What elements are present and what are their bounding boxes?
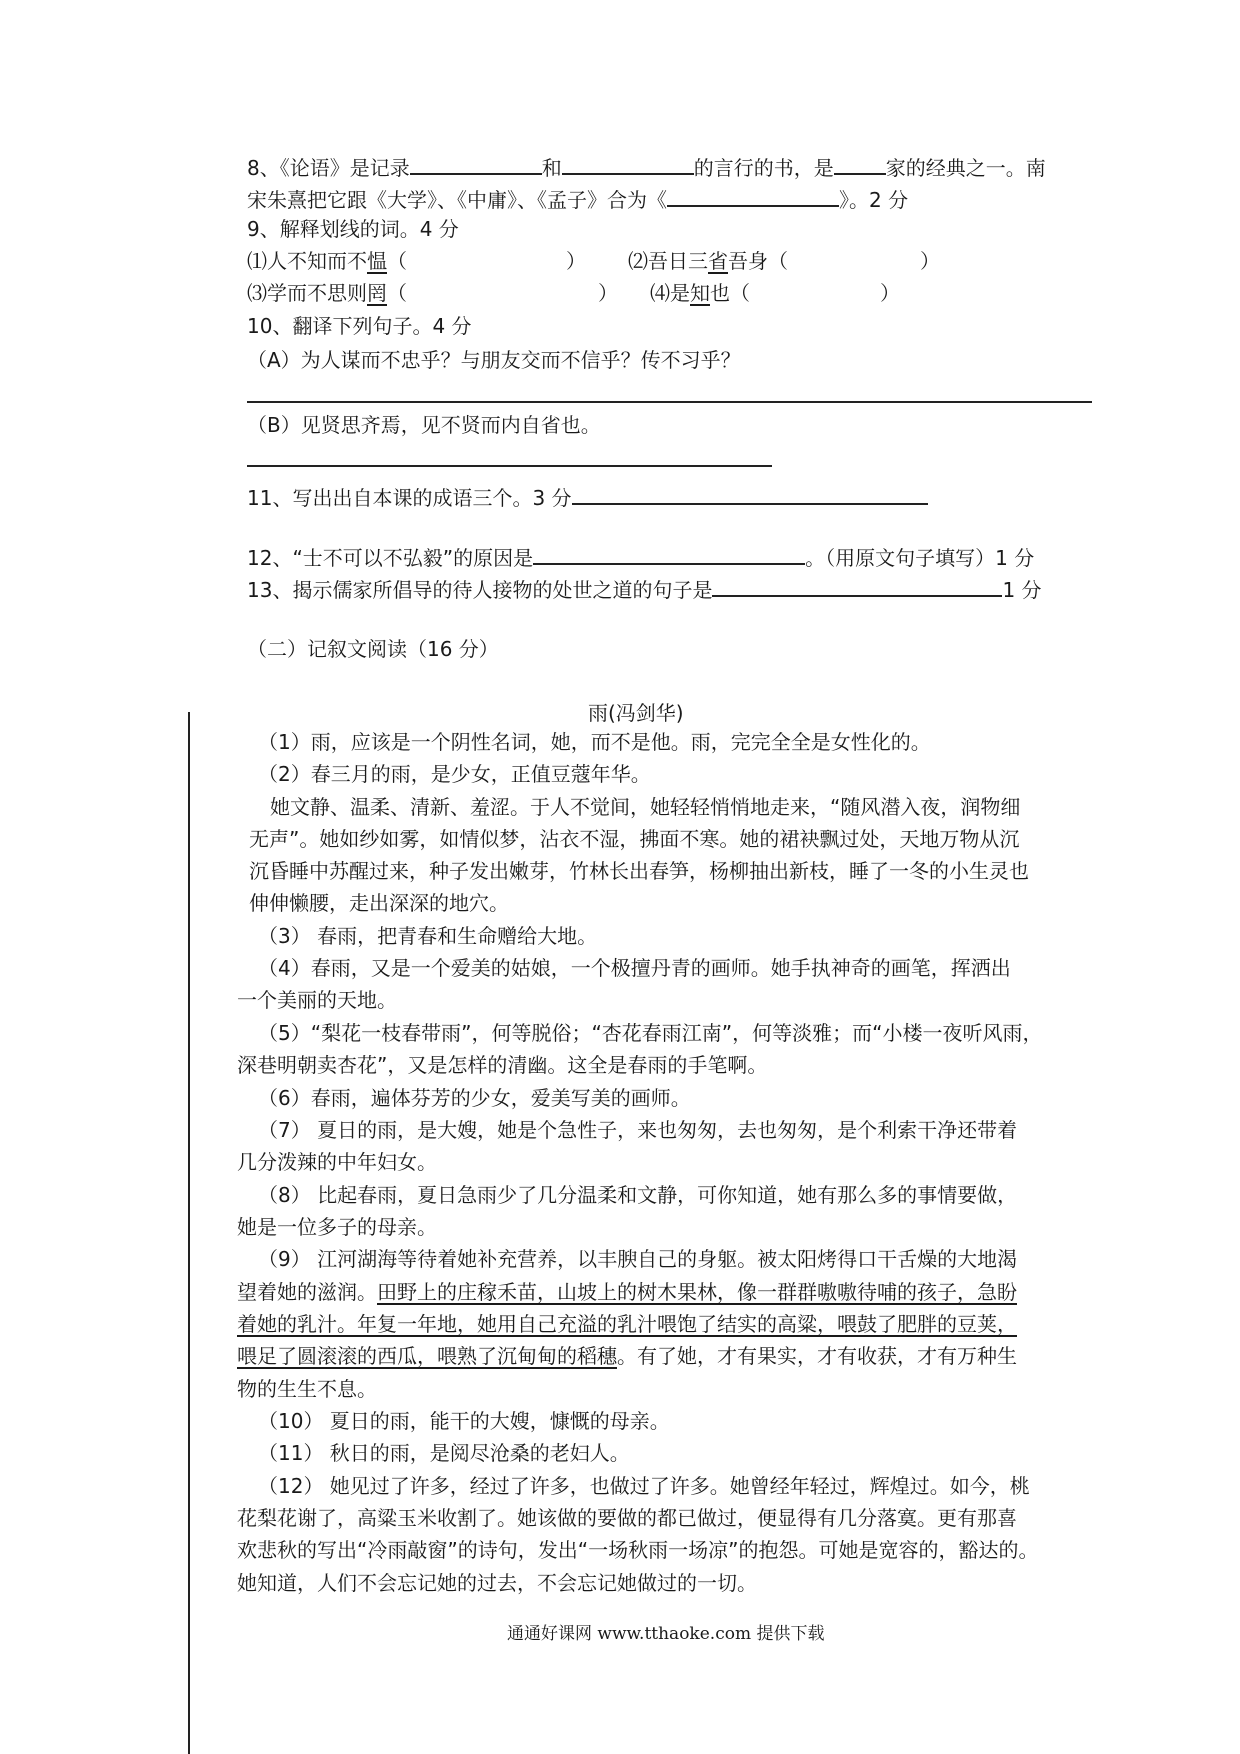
article-line: 她文静、温柔、清新、羞涩。于人不觉间，她轻轻悄悄地走来，“随风潜入夜，润物细 bbox=[270, 795, 1021, 819]
question-9-item-3: ⑶学而不思则罔（ bbox=[247, 281, 407, 305]
article-line: （7） 夏日的雨，是大嫂，她是个急性子，来也匆匆，去也匆匆，是个利索干净还带着 bbox=[258, 1118, 1018, 1142]
underlined-word: 省 bbox=[708, 249, 728, 273]
article-line: （12） 她见过了许多，经过了许多，也做过了许多。她曾经年轻过，辉煌过。如今，桃 bbox=[258, 1474, 1030, 1498]
article-line bbox=[237, 1310, 1017, 1338]
article-line: 欢悲秋的写出“冷雨敲窗”的诗句，发出“一场秋雨一场凉”的抱怨。可她是宽容的，豁达的。 bbox=[237, 1538, 1039, 1562]
article-line: （4）春雨，又是一个爱美的姑娘，一个极擅丹青的画师。她手执神奇的画笔，挥洒出 bbox=[258, 956, 1011, 980]
article-line: 她知道，人们不会忘记她的过去，不会忘记她做过的一切。 bbox=[237, 1571, 757, 1595]
answer-blank[interactable] bbox=[667, 183, 839, 207]
underlined-passage: 田野上的庄稼禾苗，山坡上的树木果林，像一群群嗷嗷待哺的孩子，急盼 bbox=[377, 1280, 1017, 1304]
article-line: 物的生生不息。 bbox=[237, 1377, 377, 1401]
question-9-item-4: ⑷是知也（ bbox=[650, 281, 750, 305]
article-title: 雨(冯剑华) bbox=[588, 701, 684, 725]
article-line: 望着她的滋润。田野上的庄稼禾苗，山坡上的树木果林，像一群群嗷嗷待哺的孩子，急盼 bbox=[237, 1280, 1017, 1304]
question-9-item-2-close: ） bbox=[920, 249, 940, 273]
article-line: 喂足了圆滚滚的西瓜，喂熟了沉甸甸的稻穗。有了她，才有果实，才有收获，才有万种生 bbox=[237, 1344, 1017, 1368]
question-9-item-3-close: ） bbox=[598, 281, 618, 305]
question-9-item-1-close: ） bbox=[566, 249, 586, 273]
question-11: 11、写出出自本课的成语三个。3 分 bbox=[247, 481, 928, 512]
question-9-item-2: ⑵吾日三省吾身（ bbox=[628, 249, 788, 273]
article-line: （1）雨，应该是一个阴性名词，她，而不是他。雨，完完全全是女性化的。 bbox=[258, 730, 931, 754]
question-13: 13、揭示儒家所倡导的待人接物的处世之道的句子是 1 分 bbox=[247, 573, 1042, 604]
question-12: 12、“士不可以不弘毅”的原因是 。（用原文句子填写）1 分 bbox=[247, 541, 1034, 572]
question-10-title: 10、翻译下列句子。4 分 bbox=[247, 314, 472, 338]
answer-blank[interactable] bbox=[562, 151, 694, 175]
question-8-line2: 宋朱熹把它跟《大学》、《中庸》、《孟子》合为《 》。2 分 bbox=[247, 183, 908, 214]
underlined-word: 愠 bbox=[367, 249, 387, 273]
article-line: （9） 江河湖海等待着她补充营养，以丰腴自己的身躯。被太阳烤得口干舌燥的大地渴 bbox=[258, 1247, 1018, 1271]
article-line: 她是一位多子的母亲。 bbox=[237, 1215, 437, 1239]
article-line: 花梨花谢了，高粱玉米收割了。她该做的要做的都已做过，便显得有几分落寞。更有那喜 bbox=[237, 1506, 1017, 1530]
footer-credit: 通通好课网 www.tthaoke.com 提供下载 bbox=[507, 1624, 825, 1644]
section-heading: （二）记叙文阅读（16 分） bbox=[247, 637, 499, 661]
article-line: （10） 夏日的雨，能干的大嫂，慷慨的母亲。 bbox=[258, 1409, 670, 1433]
question-10-sentence-a: （A）为人谋而不忠乎？与朋友交而不信乎？传不习乎？ bbox=[247, 348, 741, 372]
answer-blank[interactable] bbox=[712, 573, 1002, 597]
article-line: 深巷明朝卖杏花”，又是怎样的清幽。这全是春雨的手笔啊。 bbox=[237, 1053, 768, 1077]
question-8-line1: 8、《论语》是记录 和 的言行的书，是 家的经典之一。南 bbox=[247, 151, 1046, 182]
underlined-passage: 喂足了圆滚滚的西瓜，喂熟了沉甸甸的稻穗 bbox=[237, 1344, 617, 1368]
underlined-word: 知 bbox=[690, 281, 710, 305]
margin-line bbox=[188, 712, 190, 1754]
question-9-item-4-close: ） bbox=[880, 281, 900, 305]
answer-blank[interactable] bbox=[533, 541, 805, 565]
underlined-passage: 着她的乳汁。年复一年地，她用自己充溢的乳汁喂饱了结实的高粱，喂鼓了肥胖的豆荚， bbox=[237, 1312, 1017, 1336]
answer-line[interactable] bbox=[247, 401, 1092, 403]
answer-blank[interactable] bbox=[834, 151, 886, 175]
article-line: （6）春雨，遍体芬芳的少女，爱美写美的画师。 bbox=[258, 1086, 691, 1110]
question-10-sentence-b: （B）见贤思齐焉，见不贤而内自省也。 bbox=[247, 413, 601, 437]
article-line: （3） 春雨，把青春和生命赠给大地。 bbox=[258, 924, 598, 948]
article-line: 一个美丽的天地。 bbox=[237, 988, 397, 1012]
article-line: 伸伸懒腰，走出深深的地穴。 bbox=[249, 891, 509, 915]
answer-blank[interactable] bbox=[572, 481, 928, 505]
question-9-title: 9、解释划线的词。4 分 bbox=[247, 217, 459, 241]
article-line: 几分泼辣的中年妇女。 bbox=[237, 1150, 437, 1174]
article-line: （11） 秋日的雨，是阅尽沧桑的老妇人。 bbox=[258, 1441, 630, 1465]
article-line: 无声”。她如纱如雾，如情似梦，沾衣不湿，拂面不寒。她的裙袂飘过处，天地万物从沉 bbox=[249, 827, 1020, 851]
underlined-word: 罔 bbox=[367, 281, 387, 305]
article-line: （8） 比起春雨，夏日急雨少了几分温柔和文静，可你知道，她有那么多的事情要做， bbox=[258, 1183, 1018, 1207]
article-line: （2）春三月的雨，是少女，正值豆蔻年华。 bbox=[258, 762, 651, 786]
article-line: 沉昏睡中苏醒过来，种子发出嫩芽，竹林长出春笋，杨柳抽出新枝，睡了一冬的小生灵也 bbox=[249, 859, 1029, 883]
answer-line[interactable] bbox=[247, 465, 772, 467]
answer-blank[interactable] bbox=[410, 151, 542, 175]
question-9-item-1: ⑴人不知而不愠（ bbox=[247, 249, 407, 273]
article-line: （5）“梨花一枝春带雨”，何等脱俗；“杏花春雨江南”，何等淡雅；而“小楼一夜听风雨， bbox=[258, 1021, 1043, 1045]
